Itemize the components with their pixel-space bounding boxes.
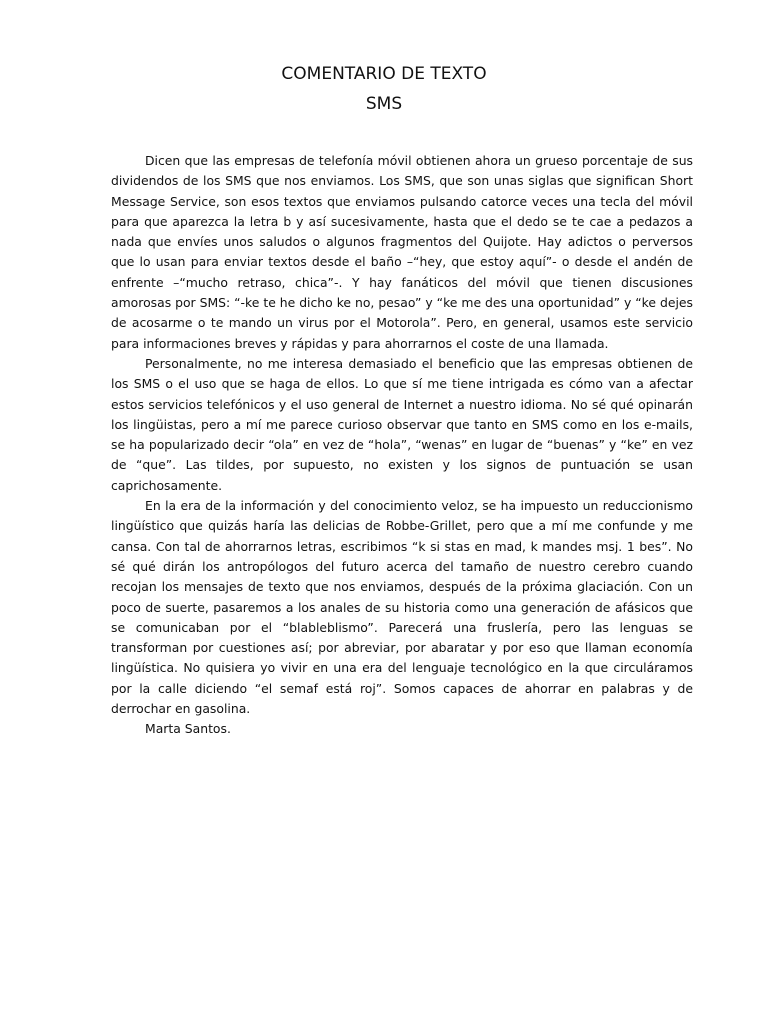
paragraph-3: En la era de la información y del conocimiento veloz, se ha impuesto un reduccionismo lingüístico que quizás haría las delicias de Robbe-Grillet, pero que a mí me confunde y me cansa. Con tal de ahorrarnos letras, escribimos “k si stas en mad, k mandes msj. 1 bes”. No sé qué dirán los antropólogos del futuro acerca del tamaño de nuestro cerebro cuando recojan los mensajes de texto que nos enviamos, después de la próxima glaciación. Con un poco de suerte, pasaremos a los anales de su historia como una generación de afásicos que se comunicaban por el “blableblismo”. Parecerá una fruslería, pero las lenguas se transforman por cuestiones así; por abreviar, por abaratar y por eso que llaman economía lingüística. No quisiera yo vivir en una era del lenguaje tecnológico en la que circuláramos por la calle diciendo “el semaf está roj”. Somos capaces de ahorrar en palabras y de derrochar en gasolina.: [111, 498, 693, 717]
document-title: COMENTARIO DE TEXTO: [281, 64, 487, 84]
paragraph-2: Personalmente, no me interesa demasiado el beneficio que las empresas obtienen de los SMS o el uso que se haga de ellos. Lo que sí me tiene intrigada es cómo van a afectar estos servicios telefónicos y el uso general de Internet a nuestro idioma. No sé qué opinarán los lingüistas, pero a mí me parece curioso observar que tanto en SMS como en los e-mails, se ha popularizado decir “ola” en vez de “hola”, “wenas” en lugar de “buenas” y “ke” en vez de “que”. Las tildes, por supuesto, no existen y los signos de puntuación se usan caprichosamente.: [111, 355, 693, 493]
author-signature: Marta Santos.: [145, 721, 231, 737]
document-body: [111, 151, 693, 740]
document-subtitle: SMS: [365, 94, 403, 114]
paragraph-1: Dicen que las empresas de telefonía móvil obtienen ahora un grueso porcentaje de sus dividendos de los SMS que nos enviamos. Los SMS, que son unas siglas que significan Short Message Service, son esos textos que enviamos pulsando catorce veces una tecla del móvil para que aparezca la letra b y así sucesivamente, hasta que el dedo se te cae a pedazos a nada que envíes unos saludos o algunos fragmentos del Quijote. Hay adictos o perversos que lo usan para enviar textos desde el baño –“hey, que estoy aquí”- o desde el andén de enfrente –“mucho retraso, chica”-. Y hay fanáticos del móvil que tienen discusiones amorosas por SMS: “-ke te he dicho ke no, pesao” y “ke me des una oportunidad” y “ke dejes de acosarme o te mando un virus por el Motorola”. Pero, en general, usamos este servicio para informaciones breves y rápidas y para ahorrarnos el coste de una llamada.: [111, 153, 693, 351]
